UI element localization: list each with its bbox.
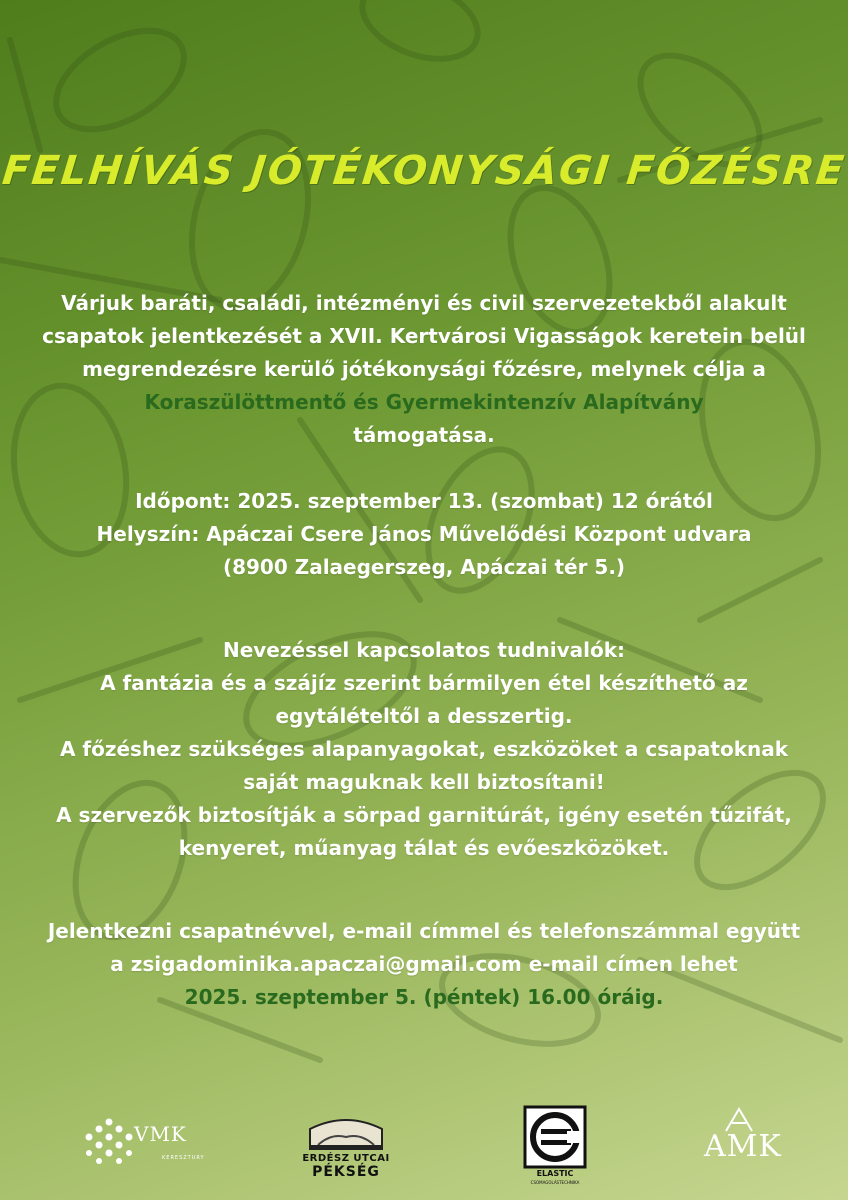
info-heading: Nevezéssel kapcsolatos tudnivalók: xyxy=(222,638,626,662)
vmk-logo-subtitle: KERESZTURY xyxy=(162,1155,205,1161)
registration-line: Jelentkezni csapatnévvel, e-mail címmel és telefonszámmal együtt xyxy=(47,919,801,943)
event-block xyxy=(20,485,828,584)
intro-line: csapatok jelentkezését a XVII. Kertvárosi Vigasságok keretein belül xyxy=(42,324,806,348)
sponsor-logos xyxy=(0,1105,848,1185)
info-line: A fantázia és a szájíz szerint bármilyen étel készíthető az xyxy=(100,671,748,695)
elastic-logo-subtitle: CSOMAGOLÁSTECHNIKA xyxy=(530,1180,580,1185)
info-line: kenyeret, műanyag tálat és evőeszközöket. xyxy=(178,836,670,860)
event-address: (8900 Zalaegerszeg, Apáczai tér 5.) xyxy=(222,555,626,579)
bakery-name: PÉKSÉG xyxy=(312,1164,380,1180)
intro-line: Várjuk baráti, családi, intézményi és civil szervezetekből alakult xyxy=(61,291,787,315)
page-title: FELHÍVÁS JÓTÉKONYSÁGI FŐZÉSRE xyxy=(0,148,848,194)
elastic-logo-text: ELASTIC xyxy=(536,1169,574,1178)
bakery-street-name: ERDÉSZ UTCAI xyxy=(302,1153,390,1164)
main-content xyxy=(20,287,828,1014)
info-line: saját maguknak kell biztosítani! xyxy=(243,770,605,794)
intro-line: megrendezésre kerülő jótékonysági főzésre, melynek célja a xyxy=(82,357,766,381)
registration-deadline: 2025. szeptember 5. (péntek) 16.00 óráig. xyxy=(184,985,664,1009)
dots-icon xyxy=(84,1117,134,1167)
registration-block xyxy=(20,915,828,1014)
vmk-logo xyxy=(84,1117,205,1165)
bakery-emblem-icon xyxy=(306,1115,386,1151)
elastic-logo xyxy=(523,1105,587,1189)
foundation-name: Koraszülöttmentő és Gyermekintenzív Alapítvány xyxy=(144,390,704,414)
elastic-emblem-icon xyxy=(523,1105,587,1169)
info-line: A szervezők biztosítják a sörpad garnitúrát, igény esetén tűzifát, xyxy=(56,803,792,827)
amk-logo xyxy=(700,1107,780,1177)
info-line: egytálételtől a desszertig. xyxy=(275,704,573,728)
bakery-logo xyxy=(296,1115,396,1185)
info-block xyxy=(20,634,828,865)
vmk-logo-text: VMK xyxy=(134,1122,187,1146)
intro-line: támogatása. xyxy=(353,423,495,447)
event-date: Időpont: 2025. szeptember 13. (szombat) 12 órától xyxy=(135,489,713,513)
registration-line: a zsigadominika.apaczai@gmail.com e-mail címen lehet xyxy=(110,952,738,976)
amk-logo-text: AMK xyxy=(704,1129,782,1164)
info-line: A főzéshez szükséges alapanyagokat, eszközöket a csapatoknak xyxy=(59,737,789,761)
event-place: Helyszín: Apáczai Csere János Művelődési Központ udvara xyxy=(96,522,752,546)
intro-block xyxy=(20,287,828,452)
